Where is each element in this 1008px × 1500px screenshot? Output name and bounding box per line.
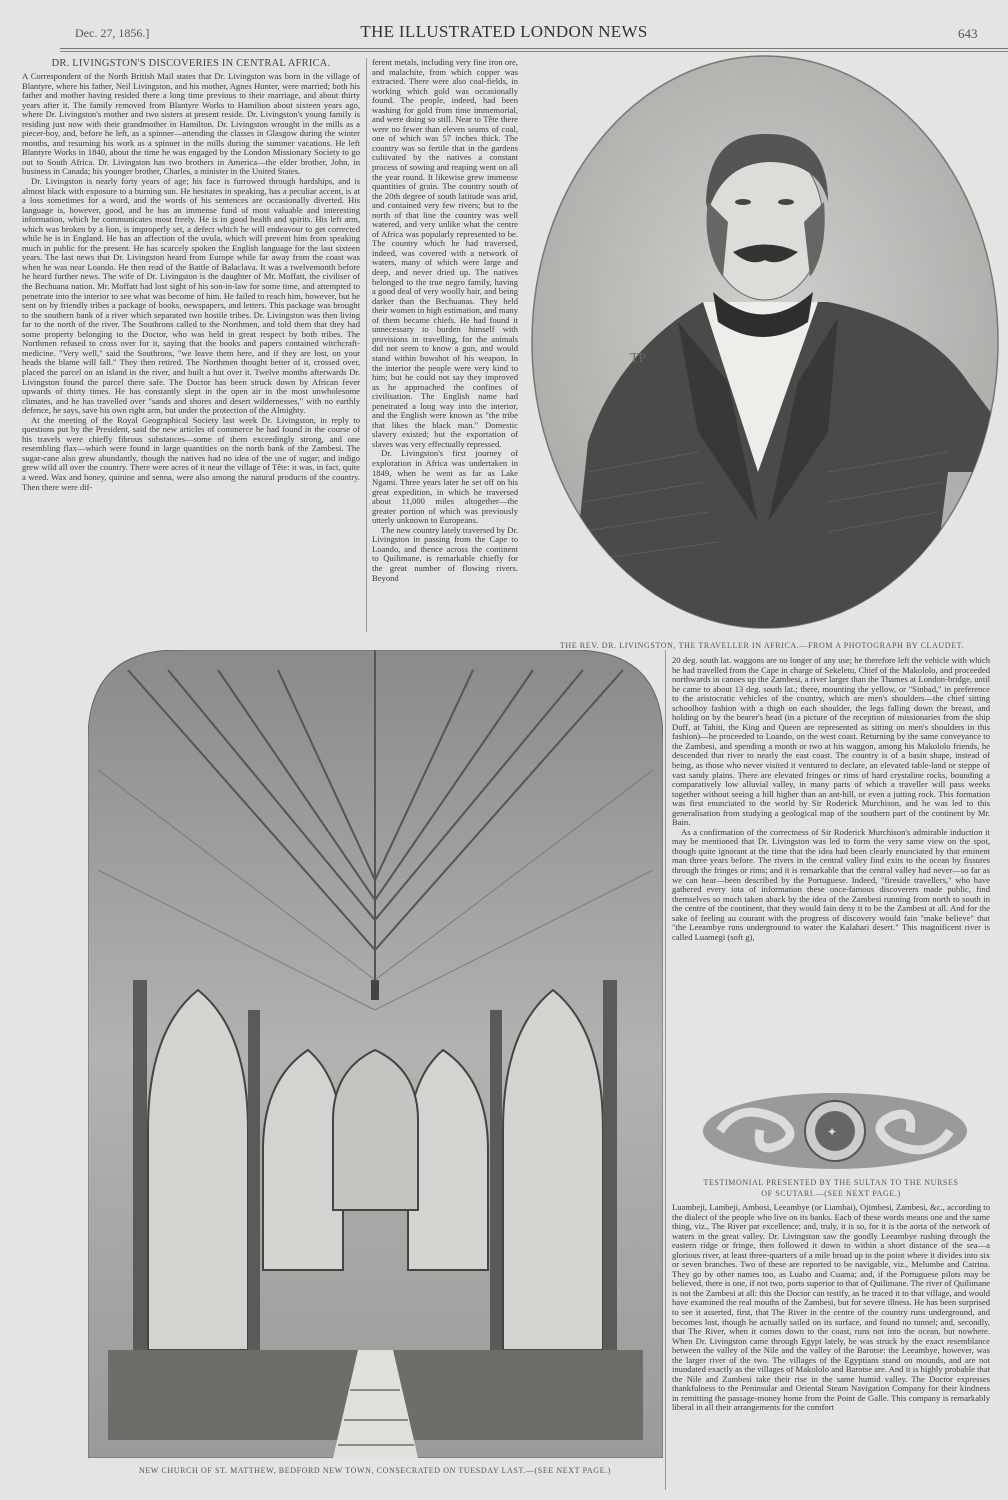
article-paragraph: Luambeji, Lambeji, Ambosi, Leeambye (or Liambai), Ojimbesi, Zambesi, &c., according to the dialect of the people who live on its banks. Each of these words means one and the same thing, viz., The River par excellence; and, truly, it is so, for it is the aorta of the network of waters in the great valley. Dr. Livingston saw the goodly Leeambye rushing through the eastern ridge or fringe, then followed it down to within a short distance of the sea—a glorious river, at least three-quarters of a mile broad up to the point where it divides into six or seven branches. Two of these are reported to be navigable, viz., Melumbe and Catrina. They go by other names too, as Luabo and Cuama; and, if the Portuguese pilots may be believed, there is one, if not two, ports superior to that of Quilimane. The river of Quilimane is not the Zambesi at all: this the Doctor can testify, as he traced it to that village, and would have examined the real mouths of the Zambesi, but for severe illness. He has been surprised to see it asserted, first, that The River in the centre of the country runs underground, and becomes lost, though he actually sailed on its surface, and found no tunnel; and, secondly, that The River, when it comes down to the coast, runs not into the ocean, but nowhere. When Dr. Livingston came through Egypt lately, he was struck by the exact resemblance between the valley of the Nile and the valley of the Barotse: the Leeambye, however, was the larger river of the two. The villages of the Egyptians stand on mounds, and are not inundated exactly as the villages of Makololo and Barotse are. And it is highly probable that the Nile and Zambesi take their rise in the same humid valley. The Doctor expresses thankfulness to the Peninsular and Oriental Steam Navigation Company for their kindness in remitting the passage-money home from the Point de Galle. This company is remarkably liberal in all their arrangements for the comfort xyxy=(672,1203,990,1413)
masthead xyxy=(0,20,1008,50)
article-paragraph: ferent metals, including very fine iron ore, and malachite, from which copper was extracted. There were also coal-fields, in working which gold was occasionally found. The people, indeed, had been washing for gold from time immemorial, and were doing so still. Near to Tête there were no fewer than eleven seams of coal, one of which was 57 inches thick. The country was so fertile that in the gardens cultivated by the natives a constant process of sowing and reaping went on all the year round. It likewise grew immense quantities of grain. The country south of the 20th degree of south latitude was arid, and contained very few rivers; but to the north of that line the country was well watered, and very unlike what the centre of Africa was popularly represented to be. The country which he had traversed, indeed, was covered with a network of waters, many of which were large and deep, and never dried up. The natives belonged to the true negro family, having a good deal of very woolly hair, and being darker than the Bechuanas. They held their women in high estimation, and many of them became chiefs. He had found it unnecessary to burden himself with provisions in travelling, for the animals did not seem to know a gun, and would stand within bowshot of his weapon. In the interior the people were very kind to him; but he could not say they improved as he approached the confines of civilisation. The English name had penetrated a long way into the interior, and the English were known as "the tribe that likes the black man." Domestic slavery existed; but the exportation of slaves was very effectually repressed. xyxy=(372,58,518,449)
article-paragraph: 20 deg. south lat. waggons are no longer of any use; he therefore left the vehicle with which he had travelled from the Cape in charge of Sekeletu, Chief of the Makololo, and proceeded northwards in canoes up the Zambesi, a river larger than the Thames at London-bridge, until he came to about 13 deg. south lat.; there, mounting the yellow, or "Sinbad," in preference to the aristocratic vehicles of the country, which are men's shoulders—the chief sitting schoolboy fashion with a thigh on each shoulder, the legs falling down the breast, and holding on by the bearer's head (in a picture of the reception of missionaries from the ship Duff, at Tahiti, the King and Queen are represented as sitting on men's shoulders in this fashion)—he proceeded to Loando, on the west coast. Returning by the same conveyance to the Zambesi, and spending a month or two at his waggon, among his Makololo friends, he descended that river to nearly the east coast. The country is of a basin shape, instead of being, as those who never visited it ventured to declare, an elevated table-land or steppe of vast sandy plains. There are elevated fringes or rims of hard crystaline rocks, bounding a comparatively low alluvial valley, in many parts of which a traveller will pass weeks together without seeing a hill higher than an ant-hill, or even a jutting rock. This formation was first enunciated to the world by Sir Roderick Murchison, and he was led to this generalisation from studying a geological map of the southern part of the continent by Mr. Bain. xyxy=(672,656,990,828)
article-paragraph: Dr. Livingston's first journey of exploration in Africa was undertaken in 1849, when he went as far as Lake Ngami. Three years later he set off on his great expedition, in which he traversed about 11,000 miles altogether—the greater portion of which was previously utterly unknown to Europeans. xyxy=(372,448,518,526)
church-interior-engraving xyxy=(88,650,663,1458)
portrait-engraving xyxy=(528,52,1003,632)
engraver-monogram: TP xyxy=(630,351,647,366)
svg-text:✦: ✦ xyxy=(827,1125,838,1139)
issue-date: Dec. 27, 1856.] xyxy=(75,26,150,40)
testimonial-caption-line-1: TESTIMONIAL PRESENTED BY THE SULTAN TO THE NURSES xyxy=(703,1178,959,1187)
portrait-caption: THE REV. DR. LIVINGSTON, THE TRAVELLER IN AFRICA.—FROM A PHOTOGRAPH BY CLAUDET. xyxy=(559,641,965,650)
column-divider xyxy=(366,58,367,632)
article-paragraph: A Correspondent of the North British Mail states that Dr. Livingston was born in the village of Blantyre, where his father, Neil Livingston, and his mother, Agnes Hunter, were married; both his father and mother having resided there a long time previous to their marriage, and about thirty years after it. The family removed from Blantyre Works to Hamilton about sixteen years ago, where Dr. Livingston's mother and two sisters at present reside. Dr. Livingston's young family is residing just now with their grandmother in Hamilton. Dr. Livingston wrought in the mills as a piecer-boy, and, before he left, as a spinner—attending the classes in Glasgow during the winter months, and resuming his work as a spinner in the mills during the summer vacations. He left Blantyre Works in 1840, about the time he was engaged by the London Missionary Society to go out to South Africa. Dr. Livingston has two brothers in America—the elder brother, John, in business in Canada; his younger brother, Charles, a minister in the United States. xyxy=(22,71,360,177)
article-paragraph: At the meeting of the Royal Geographical Society last week Dr. Livingston, in reply to questions put by the President, said the new articles of commerce he had found in the course of his travels were chiefly fibrous substances—some of them exceedingly strong, and one resembling flax—which were found in large quantities on the north bank of the Zambesi. The sugar-cane also grew abundantly, though the natives had no idea of the use of sugar; and indigo grew wild all over the country. There were acres of it near the village of Tête: it was, in fact, quite a weed. Wax and honey, quinine and senna, were also among the natural products of the country. Then there were dif- xyxy=(22,414,360,492)
church-caption: NEW CHURCH OF ST. MATTHEW, BEDFORD NEW TOWN, CONSECRATED ON TUESDAY LAST.—(SEE NEXT PAGE.) xyxy=(138,1466,612,1475)
article-headline: DR. LIVINGSTON'S DISCOVERIES IN CENTRAL AFRICA. xyxy=(51,58,331,69)
testimonial-caption-line-2: OF SCUTARI.—(SEE NEXT PAGE.) xyxy=(761,1189,901,1198)
article-paragraph: The new country lately traversed by Dr. Livingston in passing from the Cape to Loando, and thence across the continent to Quilimane, is remarkable chiefly for the great number of flowing rivers. Beyond xyxy=(372,524,518,583)
page-number: 643 xyxy=(958,26,978,41)
article-column-2 xyxy=(372,58,518,632)
newspaper-title: THE ILLUSTRATED LONDON NEWS xyxy=(360,22,648,41)
article-column-3-bottom xyxy=(672,1203,990,1495)
article-column-1 xyxy=(22,58,360,632)
column-divider xyxy=(665,650,666,1490)
article-paragraph: As a confirmation of the correctness of Sir Roderick Murchison's admirable induction it may be mentioned that Dr. Livingston was led to form the very same view on the spot, though quite ignorant at the time that the idea had been clearly enunciated by that eminent man three years before. The rivers in the central valley find exits to the ocean by fissures through the fringes or rims; and it is remarkable that the central valley had never—so far as we can hear—been described by the Portuguese. Indeed, "fireside travellers," who have gathered every iota of information these once-famous discoverers made public, find themselves so much taken aback by the idea of the Zambesi running from north to south in the centre of the continent, that they would fain deny it to be the Zambesi at all. And for the sake of feeling au courant with the progress of discovery would fain "make believe" that "the Leeambye runs underground to water the Kalahari desert." This magnificent river is called Luamegi (soft g), xyxy=(672,826,990,942)
article-column-3-top xyxy=(672,656,990,1086)
testimonial-brooch-engraving xyxy=(700,1090,970,1172)
article-paragraph: Dr. Livingston is nearly forty years of age; his face is furrowed through hardships, and is almost black with exposure to a burning sun. He hesitates in speaking, has a peculiar accent, is at a loss sometimes for a word, and the words of his sentences are occasionally diverted. His language is, however, good, and he has an immense fund of most valuable and interesting information, which he communicates most freely. He is in good health and spirits. His left arm, which was broken by a lion, is improperly set, a defect which he will endeavour to get corrected while he is in England. He has an affection of the uvula, which will prevent him from speaking much in public for the present. He has scarcely spoken the English language for the last sixteen years. The last news that Dr. Livingston heard from Europe while far away from the coast was when he was near Loando. He then read of the Battle of Balaclava. It was a twelvemonth before he heard further news. The wife of Dr. Livingston is the daughter of Mr. Moffatt, the civiliser of the Bechuana nation. Mr. Moffatt had lost sight of his son-in-law for some time, and attempted to penetrate into the interior to see what was become of him. He failed to reach him, however, but he sent on by friendly tribes a package of books, newspapers, and letters. This package was brought to the southern bank of a river which separated two hostile tribes. Dr. Livingston was then living far to the north of the river. The Southrons called to the Northmen, and told them that they had some property belonging to the Doctor, who was held in great respect by both tribes. The Northmen refused to cross over for it, saying that the books and papers contained witchcraft-medicine. "Very well," said the Southrons, "we leave them here, and if they are lost, on your heads the blame will fall." They then retired. The Northmen thought better of it, crossed over, placed the parcel on an island in the river, and built a hut over it. Twelve months afterwards Dr. Livingston found the parcel there safe. The Doctor has been struck down by African fever upwards of thirty times. He has constantly slept in the open air in the most unwholesome climates, and he has travelled over "sands and shores and desert wildernesses," with no earthly defence, he says, save his own right arm, but under the protection of the Almighty. xyxy=(22,176,360,416)
chandelier xyxy=(371,980,379,1000)
